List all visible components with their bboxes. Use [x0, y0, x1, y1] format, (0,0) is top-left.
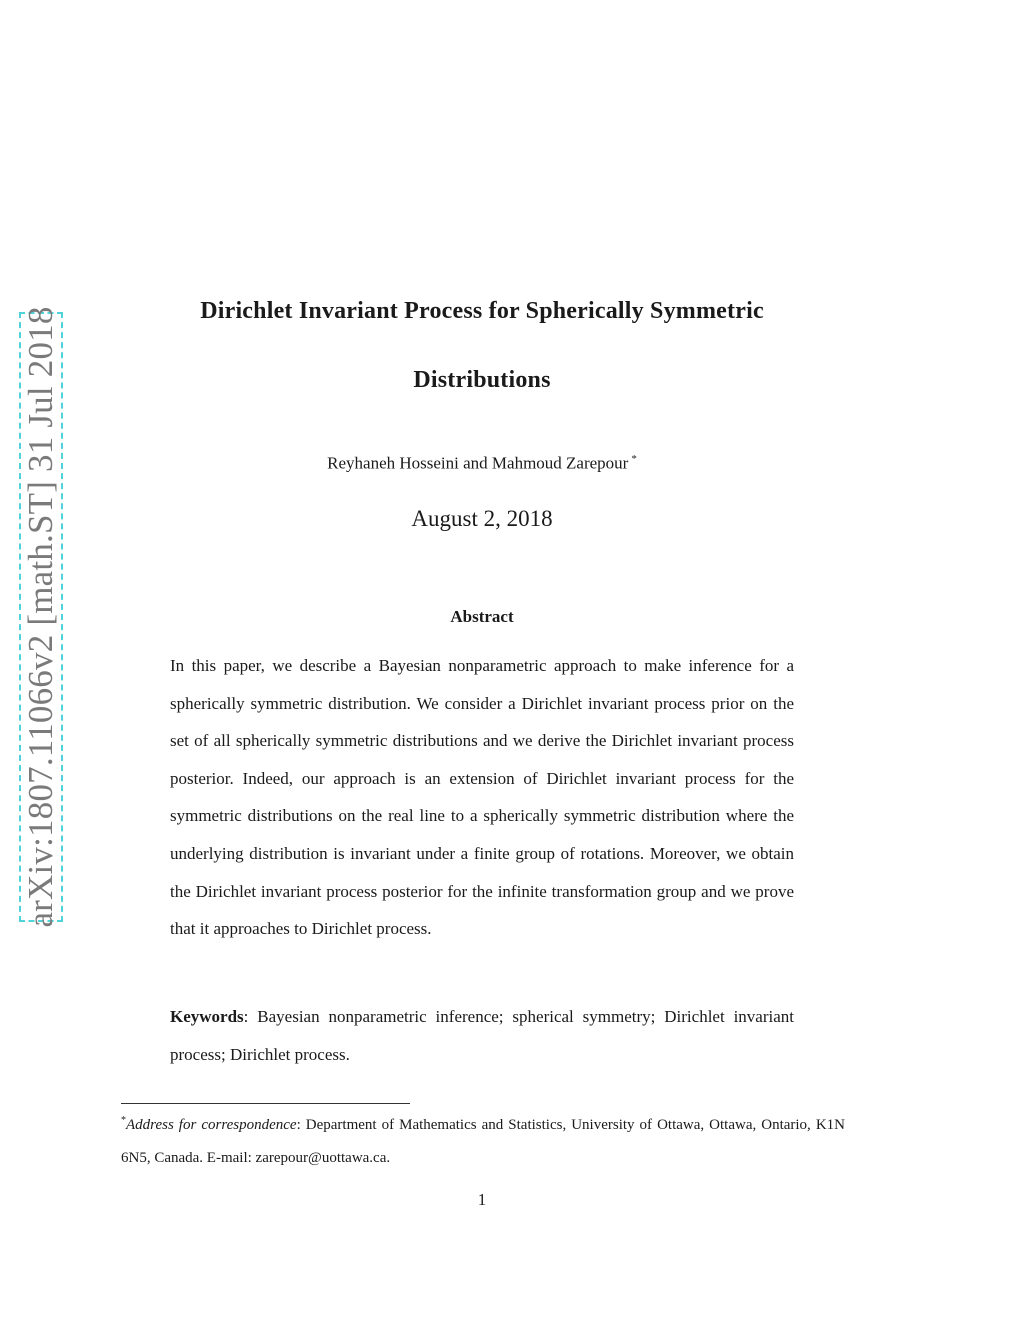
footnote [121, 1104, 845, 1175]
footnote-text: : Department of Mathematics and Statistics, University of Ottawa, Ottawa, Ontario, K1N 6N5, Canada. E-mail: zarepour@uottawa.ca. [121, 1117, 845, 1166]
paper-title-line-2: Distributions [413, 367, 551, 393]
paper-title-line-1: Dirichlet Invariant Process for Spherically Symmetric [200, 298, 764, 324]
keywords-label: Keywords [170, 1007, 244, 1026]
authors [150, 453, 814, 474]
author-names: Reyhaneh Hosseini and Mahmoud Zarepour [327, 453, 629, 473]
author-footnote-mark: * [631, 453, 637, 465]
abstract-heading: Abstract [450, 607, 514, 626]
paper-date: August 2, 2018 [411, 506, 553, 531]
footnote-mark: * [121, 1115, 126, 1126]
arxiv-stamp-text: arXiv:1807.11066v2 [math.ST] 31 Jul 2018 [21, 306, 60, 928]
keywords [170, 998, 794, 1074]
keywords-text: : Bayesian nonparametric inference; spherical symmetry; Dirichlet invariant process; Dirichlet process. [170, 1007, 794, 1064]
arxiv-stamp [19, 306, 63, 928]
footnote-label: Address for correspondence [126, 1117, 297, 1133]
abstract-body: In this paper, we describe a Bayesian nonparametric approach to make inference for a spherically symmetric distribution. We consider a Dirichlet invariant process prior on the set of all spherically symmetric distributions and we derive the Dirichlet invariant process posterior. Indeed, our approach is an extension of Dirichlet invariant process for the symmetric distributions on the real line to a spherically symmetric distribution where the underlying distribution is invariant under a finite group of rotations. Moreover, we obtain the Dirichlet invariant process posterior for the infinite transformation group and we prove that it approaches to Dirichlet process. [170, 656, 794, 939]
page-number: 1 [477, 1190, 487, 1209]
